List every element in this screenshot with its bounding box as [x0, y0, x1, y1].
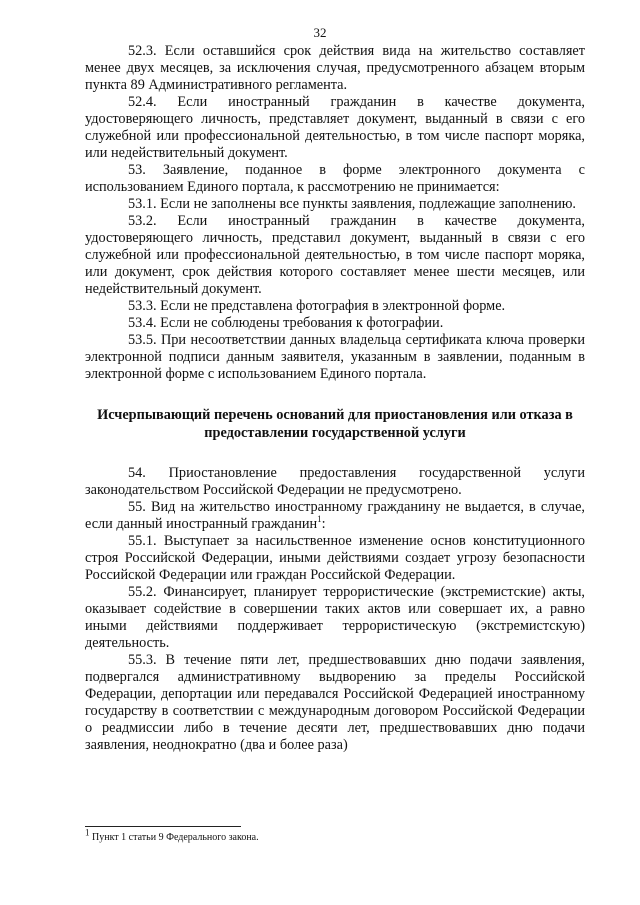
page-number: 32 — [313, 25, 327, 40]
paragraph-55-end: : — [321, 516, 326, 532]
footnote-marker: 1 — [85, 827, 90, 838]
section-heading: Исчерпывающий перечень оснований для приостановления или отказа в предоставлении государственной услуги — [97, 407, 573, 441]
paragraph-53-2: 53.2. Если иностранный гражданин в качестве документа, удостоверяющего личность, представил документ, выданный в связи с его служебной или профессиональной деятельностью, в том числе паспорт моряка, или документ, срок действия которого составляет менее шести месяцев, или недействительный документ. — [85, 213, 585, 297]
paragraph-52-3: 52.3. Если оставшийся срок действия вида на жительство составляет менее двух месяцев, за исключения случая, предусмотренного абзацем вторым пункта 89 Административного регламента. — [85, 43, 585, 93]
paragraph-55-2: 55.2. Финансирует, планирует террористические (экстремистские) акты, оказывает содействие в совершении таких актов или совершает их, а равно иными действиями поддерживает террористическую (экстремистскую) деятельность. — [85, 584, 585, 651]
footnote-divider — [85, 826, 241, 827]
paragraph-54: 54. Приостановление предоставления государственной услуги законодательством Российской Федерации не предусмотрено. — [85, 465, 585, 498]
document-body — [85, 43, 585, 754]
footnote-reference[interactable]: 1 — [317, 514, 322, 525]
paragraph-55-text: 55. Вид на жительство иностранному гражданину не выдается, в случае, если данный иностранный гражданин — [85, 499, 585, 532]
paragraph-55 — [85, 499, 585, 533]
paragraph-55-1: 55.1. Выступает за насильственное изменение основ конституционного строя Российской Федерации, иными действиями создает угрозу безопасности Российской Федерации или граждан Российской Федерации. — [85, 533, 585, 583]
paragraph-53-5: 53.5. При несоответствии данных владельца сертификата ключа проверки электронной подписи данным заявителя, указанным в заявлении, поданным в электронной форме с использованием Единого портала. — [85, 332, 585, 382]
paragraph-53: 53. Заявление, поданное в форме электронного документа с использованием Единого портала, к рассмотрению не принимается: — [85, 162, 585, 195]
paragraph-53-3: 53.3. Если не представлена фотография в электронной форме. — [128, 298, 506, 314]
footnote-text: Пункт 1 статьи 9 Федерального закона. — [89, 832, 259, 843]
paragraph-55-3: 55.3. В течение пяти лет, предшествовавших дню подачи заявления, подвергался административному выдворению за пределы Российской Федерации, депортации или передавался Российской Федерацией иностранному государству в соответствии с международным договором Российской Федерации о реадмиссии либо в течение десяти лет, предшествовавших дню подачи заявления, неоднократно (два и более раза) — [85, 652, 585, 753]
paragraph-52-4: 52.4. Если иностранный гражданин в качестве документа, удостоверяющего личность, представляет документ, выданный в связи с его служебной или профессиональной деятельностью, в том числе паспорт моряка, или недействительный документ. — [85, 94, 585, 161]
paragraph-53-4: 53.4. Если не соблюдены требования к фотографии. — [128, 315, 444, 331]
footnote — [85, 827, 585, 844]
paragraph-53-1: 53.1. Если не заполнены все пункты заявления, подлежащие заполнению. — [128, 196, 576, 212]
